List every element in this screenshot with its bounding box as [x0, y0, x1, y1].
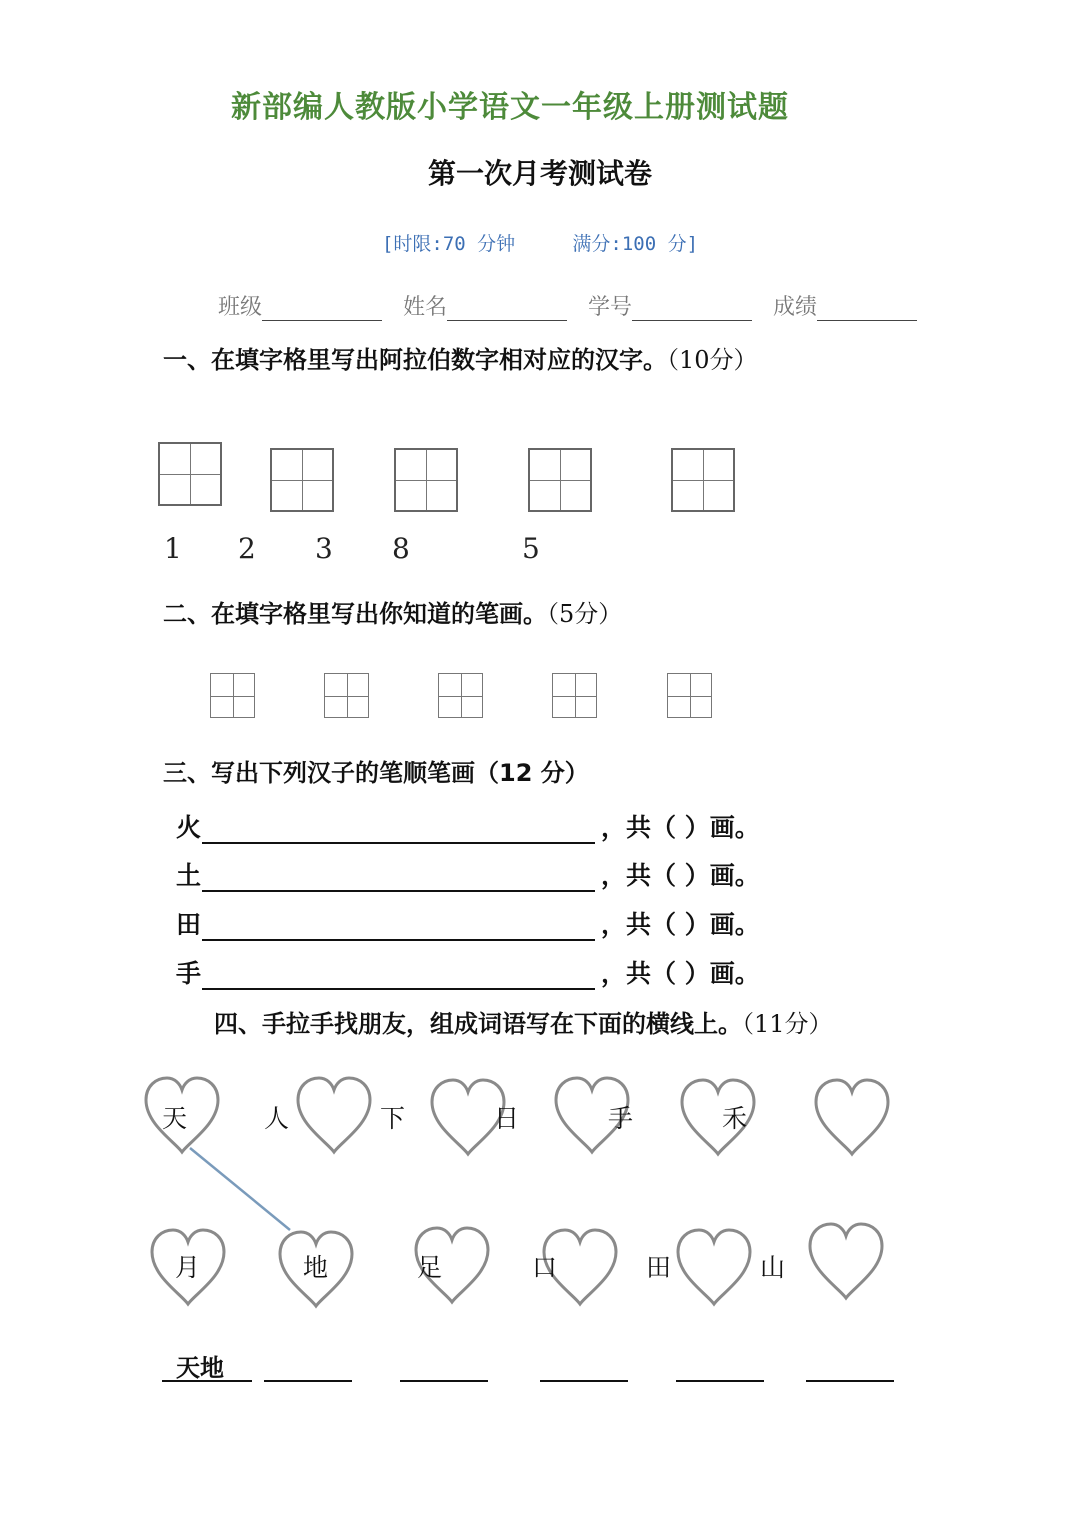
name-label: 姓名 — [403, 295, 448, 320]
number-label: 8 — [392, 532, 410, 565]
stroke-count-blank[interactable]: ，共（ ）画。 — [601, 959, 760, 988]
word-char-bottom: 山 — [760, 1253, 786, 1282]
word-char-bottom: 足 — [417, 1253, 443, 1282]
stroke-char: 田 — [176, 910, 202, 939]
heart-icon[interactable] — [294, 1076, 374, 1156]
word-char-top: 人 — [264, 1104, 290, 1133]
answer-line[interactable] — [540, 1380, 628, 1382]
answer-line[interactable] — [162, 1380, 252, 1382]
section4-points: （11分） — [742, 1010, 833, 1038]
class-label: 班级 — [218, 295, 263, 320]
answer-line[interactable] — [806, 1380, 894, 1382]
answer-line[interactable] — [400, 1380, 488, 1382]
section4-title: 四、手拉手找朋友，组成词语写在下面的横线上。 — [214, 1010, 742, 1038]
number-label: 5 — [522, 532, 540, 565]
connector-line — [190, 1148, 290, 1230]
time-limit-note: [时限:70 分钟 满分:100 分] — [381, 233, 699, 255]
number-label: 2 — [238, 532, 256, 565]
stroke-char: 土 — [176, 861, 202, 890]
number-label: 学号 — [588, 295, 633, 320]
word-char-top: 天 — [162, 1104, 188, 1133]
page-title: 新部编人教版小学语文一年级上册测试题 — [231, 90, 789, 125]
example-answer: 天地 — [176, 1354, 224, 1382]
exam-subtitle: 第一次月考测试卷 — [427, 157, 652, 190]
stroke-count-blank[interactable]: ，共（ ）画。 — [601, 910, 760, 939]
section2-title: 二、在填字格里写出你知道的笔画。 — [163, 600, 547, 628]
stroke-count-blank[interactable]: ，共（ ）画。 — [601, 813, 760, 842]
word-char-bottom: 月 — [175, 1253, 201, 1282]
section3-title: 三、写出下列汉子的笔顺笔画 — [163, 759, 475, 787]
score-label: 成绩 — [773, 295, 818, 320]
stroke-char: 手 — [176, 959, 202, 988]
heart-icon[interactable] — [806, 1222, 886, 1302]
word-char-top: 手 — [608, 1104, 634, 1133]
section1-title: 一、在填字格里写出阿拉伯数字相对应的汉字。 — [163, 346, 667, 374]
word-char-top: 日 — [494, 1104, 520, 1133]
number-label: 3 — [315, 532, 333, 565]
word-char-top: 禾 — [722, 1104, 748, 1133]
word-char-bottom: 地 — [303, 1253, 329, 1282]
word-char-bottom: 口 — [532, 1253, 558, 1282]
section1-points: （10分） — [667, 346, 758, 374]
section3-points: （12 分） — [475, 759, 589, 787]
stroke-char: 火 — [176, 813, 202, 842]
word-char-top: 下 — [380, 1104, 406, 1133]
answer-line[interactable] — [676, 1380, 764, 1382]
answer-line[interactable] — [264, 1380, 352, 1382]
heart-icon[interactable] — [674, 1228, 754, 1308]
number-label: 1 — [164, 532, 182, 565]
word-char-bottom: 田 — [646, 1253, 672, 1282]
heart-icon[interactable] — [812, 1078, 892, 1158]
stroke-count-blank[interactable]: ，共（ ）画。 — [601, 861, 760, 890]
section2-points: （5分） — [547, 600, 623, 628]
